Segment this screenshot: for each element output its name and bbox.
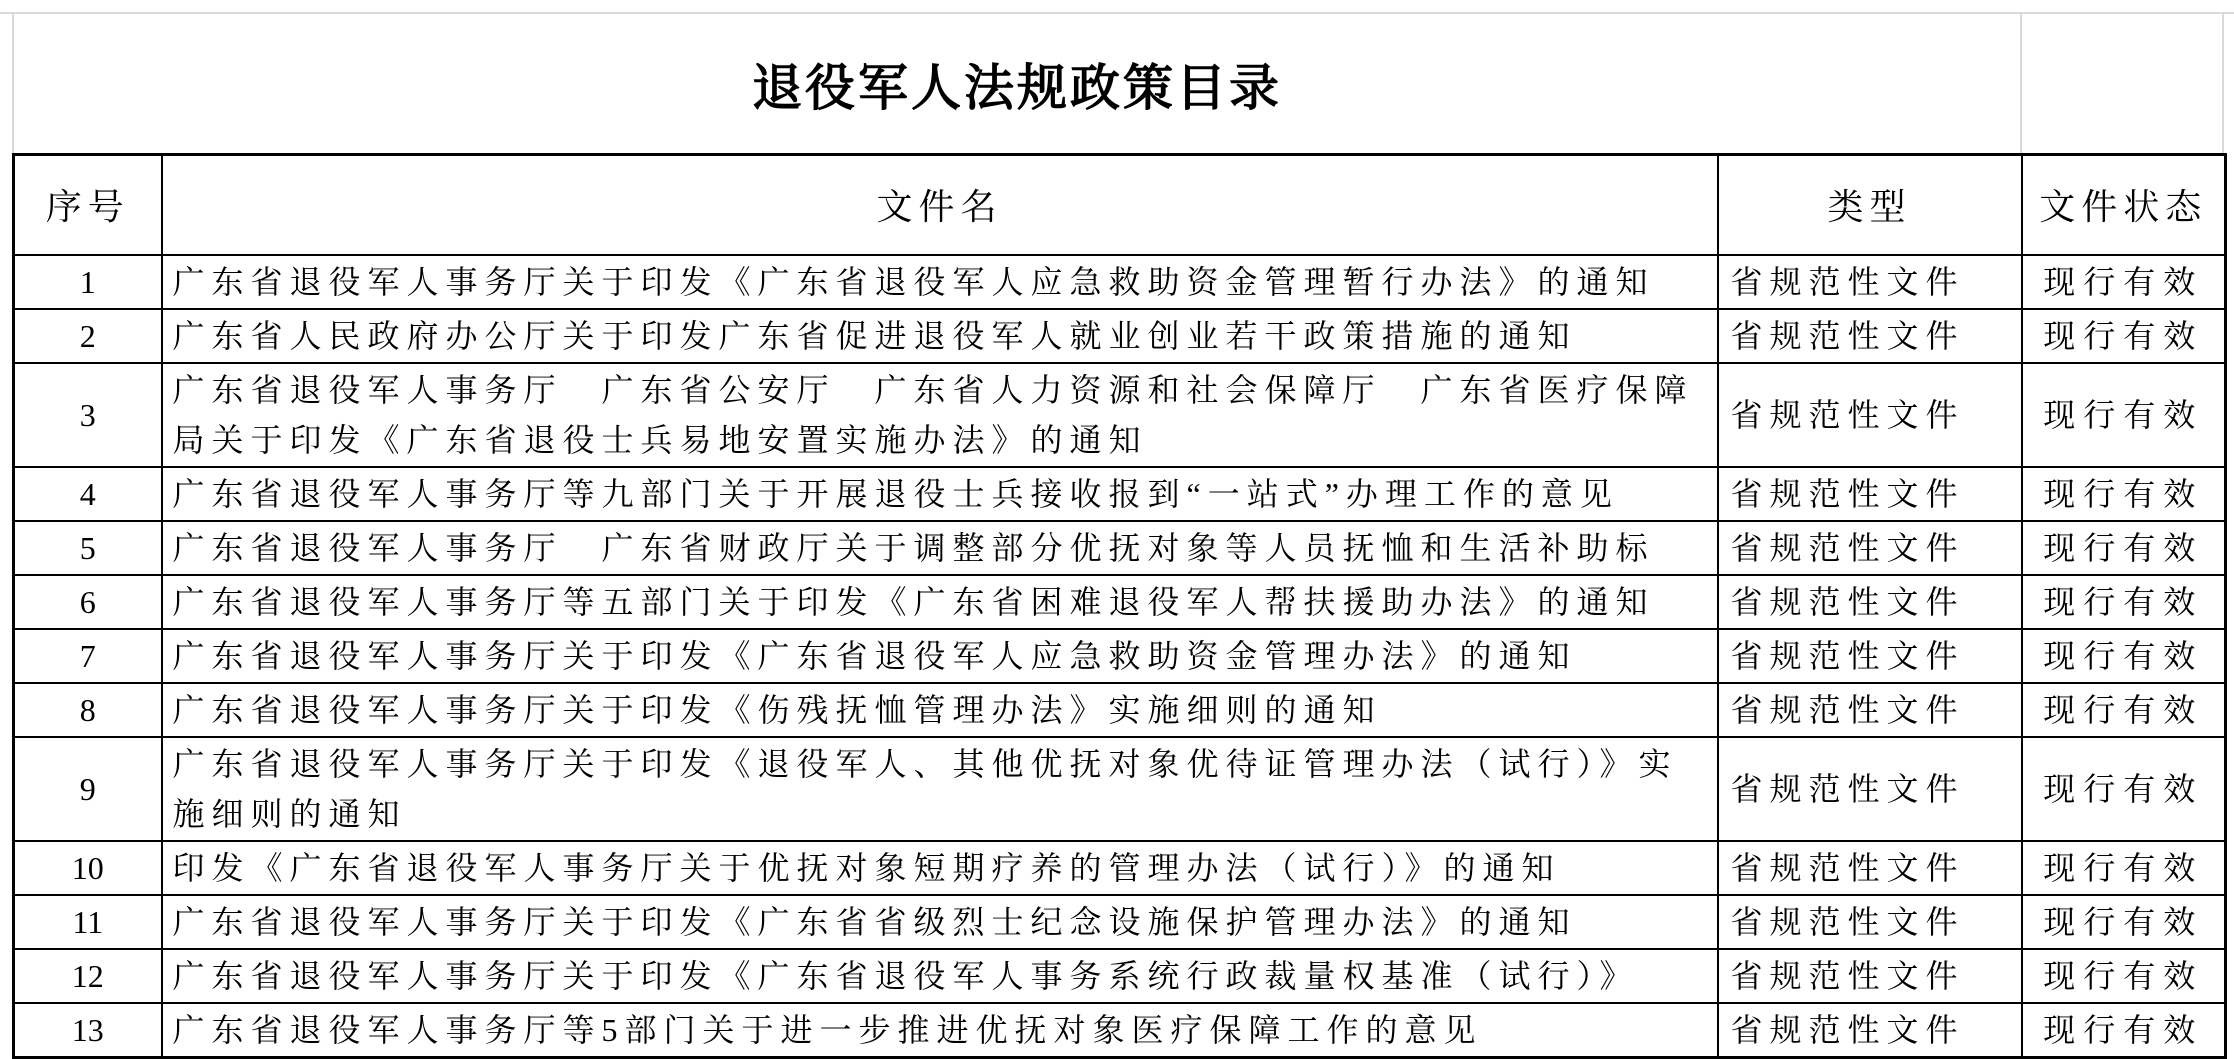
cell-status: 现行有效 bbox=[2022, 737, 2226, 841]
cell-name: 广东省退役军人事务厅关于印发《广东省退役军人应急救助资金管理暂行办法》的通知 bbox=[162, 255, 1718, 309]
title-band bbox=[12, 14, 2224, 153]
cell-status: 现行有效 bbox=[2022, 841, 2226, 895]
cell-type: 省规范性文件 bbox=[1718, 949, 2022, 1003]
cell-type: 省规范性文件 bbox=[1718, 363, 2022, 467]
table-body bbox=[14, 255, 2226, 1058]
cell-seq: 7 bbox=[14, 629, 162, 683]
cell-seq: 4 bbox=[14, 467, 162, 521]
cell-type: 省规范性文件 bbox=[1718, 255, 2022, 309]
title-side-cell bbox=[2020, 14, 2224, 153]
table-row bbox=[14, 309, 2226, 363]
cell-type: 省规范性文件 bbox=[1718, 1003, 2022, 1058]
table-row bbox=[14, 521, 2226, 575]
table-row bbox=[14, 841, 2226, 895]
header-name: 文件名 bbox=[162, 155, 1718, 255]
page-title: 退役军人法规政策目录 bbox=[752, 59, 1282, 116]
cell-name: 广东省退役军人事务厅关于印发《广东省退役军人事务系统行政裁量权基准（试行）》 bbox=[162, 949, 1718, 1003]
table-header bbox=[14, 155, 2226, 255]
table-row bbox=[14, 363, 2226, 467]
cell-name: 广东省退役军人事务厅等九部门关于开展退役士兵接收报到“一站式”办理工作的意见 bbox=[162, 467, 1718, 521]
cell-seq: 13 bbox=[14, 1003, 162, 1058]
table-row bbox=[14, 895, 2226, 949]
cell-type: 省规范性文件 bbox=[1718, 895, 2022, 949]
cell-status: 现行有效 bbox=[2022, 309, 2226, 363]
table-row bbox=[14, 255, 2226, 309]
header-type: 类型 bbox=[1718, 155, 2022, 255]
cell-status: 现行有效 bbox=[2022, 1003, 2226, 1058]
cell-name: 广东省退役军人事务厅 广东省财政厅关于调整部分优抚对象等人员抚恤和生活补助标 bbox=[162, 521, 1718, 575]
cell-name: 广东省退役军人事务厅关于印发《广东省退役军人应急救助资金管理办法》的通知 bbox=[162, 629, 1718, 683]
table-row bbox=[14, 949, 2226, 1003]
cell-status: 现行有效 bbox=[2022, 949, 2226, 1003]
cell-seq: 12 bbox=[14, 949, 162, 1003]
header-seq: 序号 bbox=[14, 155, 162, 255]
table-row bbox=[14, 629, 2226, 683]
cell-seq: 2 bbox=[14, 309, 162, 363]
cell-status: 现行有效 bbox=[2022, 629, 2226, 683]
cell-seq: 8 bbox=[14, 683, 162, 737]
cell-seq: 6 bbox=[14, 575, 162, 629]
cell-status: 现行有效 bbox=[2022, 895, 2226, 949]
cell-name: 广东省退役军人事务厅等五部门关于印发《广东省困难退役军人帮扶援助办法》的通知 bbox=[162, 575, 1718, 629]
cell-name: 广东省退役军人事务厅关于印发《退役军人、其他优抚对象优待证管理办法（试行）》实施细则的通知 bbox=[162, 737, 1718, 841]
cell-type: 省规范性文件 bbox=[1718, 467, 2022, 521]
policy-table bbox=[12, 153, 2227, 1059]
table-row bbox=[14, 1003, 2226, 1058]
table-row bbox=[14, 683, 2226, 737]
cell-seq: 5 bbox=[14, 521, 162, 575]
cell-type: 省规范性文件 bbox=[1718, 841, 2022, 895]
cell-name: 印发《广东省退役军人事务厅关于优抚对象短期疗养的管理办法（试行）》的通知 bbox=[162, 841, 1718, 895]
cell-status: 现行有效 bbox=[2022, 683, 2226, 737]
cell-type: 省规范性文件 bbox=[1718, 683, 2022, 737]
cell-name: 广东省退役军人事务厅 广东省公安厅 广东省人力资源和社会保障厅 广东省医疗保障局关于印发《广东省退役士兵易地安置实施办法》的通知 bbox=[162, 363, 1718, 467]
cell-seq: 11 bbox=[14, 895, 162, 949]
cell-name: 广东省退役军人事务厅关于印发《广东省省级烈士纪念设施保护管理办法》的通知 bbox=[162, 895, 1718, 949]
header-status: 文件状态 bbox=[2022, 155, 2226, 255]
cell-type: 省规范性文件 bbox=[1718, 575, 2022, 629]
table-row bbox=[14, 467, 2226, 521]
table-row bbox=[14, 575, 2226, 629]
cell-seq: 10 bbox=[14, 841, 162, 895]
cell-name: 广东省退役军人事务厅关于印发《伤残抚恤管理办法》实施细则的通知 bbox=[162, 683, 1718, 737]
cell-name: 广东省人民政府办公厅关于印发广东省促进退役军人就业创业若干政策措施的通知 bbox=[162, 309, 1718, 363]
cell-seq: 3 bbox=[14, 363, 162, 467]
cell-status: 现行有效 bbox=[2022, 255, 2226, 309]
cell-type: 省规范性文件 bbox=[1718, 521, 2022, 575]
cell-type: 省规范性文件 bbox=[1718, 309, 2022, 363]
cell-seq: 9 bbox=[14, 737, 162, 841]
cell-status: 现行有效 bbox=[2022, 363, 2226, 467]
cell-seq: 1 bbox=[14, 255, 162, 309]
table-row bbox=[14, 737, 2226, 841]
header-row bbox=[14, 155, 2226, 255]
cell-type: 省规范性文件 bbox=[1718, 629, 2022, 683]
cell-status: 现行有效 bbox=[2022, 467, 2226, 521]
cell-status: 现行有效 bbox=[2022, 575, 2226, 629]
cell-status: 现行有效 bbox=[2022, 521, 2226, 575]
cell-name: 广东省退役军人事务厅等5部门关于进一步推进优抚对象医疗保障工作的意见 bbox=[162, 1003, 1718, 1058]
cell-type: 省规范性文件 bbox=[1718, 737, 2022, 841]
title-cell bbox=[12, 14, 2020, 153]
